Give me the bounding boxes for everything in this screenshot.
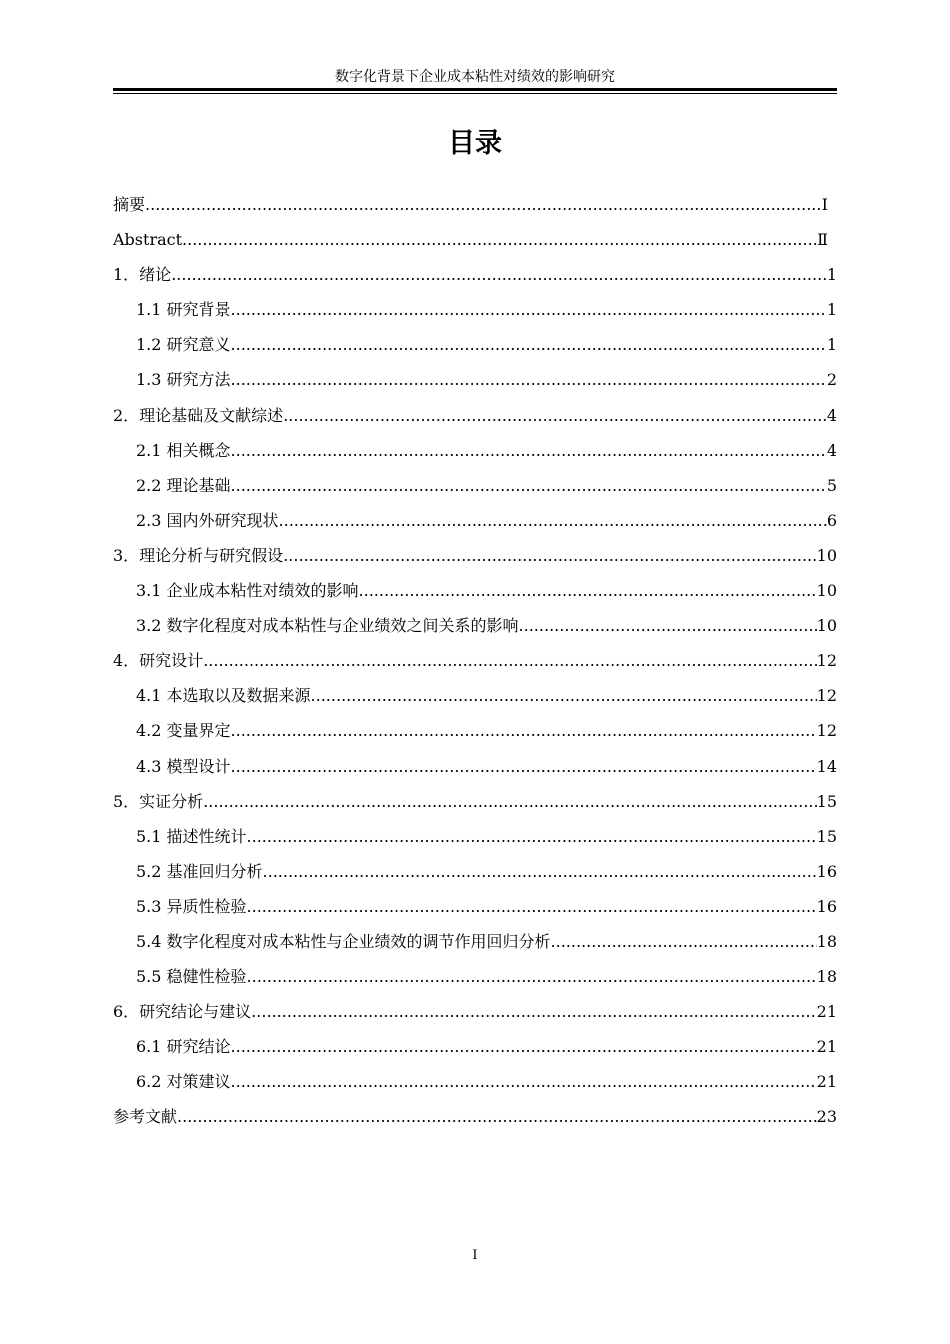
toc-leader-dots — [283, 402, 827, 430]
toc-leader-dots — [519, 612, 817, 640]
toc-entry-label: 2.1 相关概念 — [136, 440, 231, 460]
toc-entry-page: 16 — [816, 896, 837, 916]
toc-entry[interactable] — [113, 366, 837, 401]
toc-entry-page: 14 — [816, 756, 837, 776]
toc-entry-label: 摘要 — [113, 195, 146, 214]
toc-entry-label: 2．理论基础及文献综述 — [113, 405, 284, 425]
toc-title: 目录 — [448, 128, 502, 159]
header-rule-thick — [113, 88, 837, 91]
header-rule-thin — [113, 93, 837, 94]
toc-entry[interactable] — [113, 191, 837, 226]
toc-entry[interactable] — [113, 717, 837, 752]
toc-entry[interactable] — [113, 682, 837, 717]
toc-leader-dots — [263, 858, 817, 886]
toc-entry-page: 10 — [816, 581, 837, 601]
toc-leader-dots — [231, 296, 827, 324]
toc-entry[interactable] — [113, 893, 837, 928]
toc-leader-dots — [231, 437, 827, 465]
toc-leader-dots — [203, 647, 816, 675]
toc-entry-page: 6 — [826, 510, 837, 530]
toc-entry-label: 5.4 数字化程度对成本粘性与企业绩效的调节作用回归分析 — [136, 931, 551, 951]
toc-entry-page: 1 — [826, 300, 837, 320]
toc-entry-page: 4 — [826, 405, 837, 425]
toc-leader-dots — [251, 998, 816, 1026]
toc-entry-page: 12 — [816, 686, 837, 706]
toc-entry[interactable] — [113, 261, 837, 296]
toc-entry-page: 18 — [816, 967, 837, 987]
toc-entry-label: 1.3 研究方法 — [136, 370, 231, 390]
toc-entry-page: 15 — [816, 791, 837, 811]
toc-entry[interactable] — [113, 577, 837, 612]
toc-entry-label: 1．绪论 — [113, 265, 172, 285]
toc-leader-dots — [231, 717, 817, 745]
toc-entry[interactable] — [113, 226, 837, 261]
toc-entry[interactable] — [113, 612, 837, 647]
toc-entry-label: 3.2 数字化程度对成本粘性与企业绩效之间关系的影响 — [136, 616, 519, 636]
toc-entry-label: 4．研究设计 — [113, 651, 204, 671]
toc-entry-page: 12 — [816, 721, 837, 741]
toc-leader-dots — [231, 1033, 817, 1061]
toc-leader-dots — [203, 788, 816, 816]
toc-entry-page: Ⅱ — [817, 230, 828, 250]
toc-leader-dots — [359, 577, 817, 605]
toc-leader-dots — [247, 893, 817, 921]
toc-entry-page: 21 — [816, 1072, 837, 1092]
toc-entry-label: 5．实证分析 — [113, 791, 204, 811]
toc-entry-label: 1.1 研究背景 — [136, 300, 231, 320]
toc-leader-dots — [247, 823, 817, 851]
toc-entry-page: 21 — [816, 1002, 837, 1022]
toc-entry[interactable] — [113, 472, 837, 507]
toc-entry-page: 18 — [816, 931, 837, 951]
toc-entry-label: 4.2 变量界定 — [136, 721, 231, 741]
toc-entry[interactable] — [113, 402, 837, 437]
toc-entry[interactable] — [113, 1103, 837, 1138]
toc-entry-label: 5.5 稳健性检验 — [136, 967, 247, 987]
toc-entry[interactable] — [113, 507, 837, 542]
toc-entry-page: I — [821, 195, 828, 214]
toc-entry-label: 6.1 研究结论 — [136, 1037, 231, 1057]
toc-entry[interactable] — [113, 331, 837, 366]
page-number: I — [472, 1248, 478, 1263]
toc-entry[interactable] — [113, 1033, 837, 1068]
toc-entry-page: 1 — [826, 265, 837, 285]
toc-leader-dots — [171, 261, 827, 289]
toc-entry-page: 16 — [816, 861, 837, 881]
toc-entry[interactable] — [113, 437, 837, 472]
toc-entry-label: 参考文献 — [113, 1107, 178, 1127]
toc-leader-dots — [145, 191, 822, 219]
toc-leader-dots — [177, 1103, 817, 1131]
toc-leader-dots — [283, 542, 816, 570]
toc-leader-dots — [182, 226, 817, 254]
toc-entry[interactable] — [113, 788, 837, 823]
toc-entry-label: 2.3 国内外研究现状 — [136, 510, 279, 530]
toc-entry-label: 3.1 企业成本粘性对绩效的影响 — [136, 581, 359, 601]
toc-entry-page: 21 — [816, 1037, 837, 1057]
toc-entry-page: 23 — [816, 1107, 837, 1127]
toc-entry-label: 6．研究结论与建议 — [113, 1002, 252, 1022]
toc-entry[interactable] — [113, 542, 837, 577]
toc-entry-page: 4 — [826, 440, 837, 460]
toc-entry[interactable] — [113, 823, 837, 858]
toc-entry-label: 5.3 异质性检验 — [136, 896, 247, 916]
toc-entry-label: 5.2 基准回归分析 — [136, 861, 263, 881]
toc-entry-page: 2 — [826, 370, 837, 390]
toc-entry-page: 15 — [816, 826, 837, 846]
toc-leader-dots — [231, 366, 827, 394]
toc-entry-page: 5 — [826, 475, 837, 495]
toc-entry-page: 10 — [816, 545, 837, 565]
toc-leader-dots — [279, 507, 827, 535]
toc-entry-page: 12 — [816, 651, 837, 671]
toc-entry[interactable] — [113, 296, 837, 331]
toc-entry-label: 6.2 对策建议 — [136, 1072, 231, 1092]
toc-entry[interactable] — [113, 998, 837, 1033]
toc-entry-label: 1.2 研究意义 — [136, 335, 231, 355]
toc-entry-label: 3．理论分析与研究假设 — [113, 545, 284, 565]
toc-entry-label: 4.1 本选取以及数据来源 — [136, 686, 311, 706]
running-header: 数字化背景下企业成本粘性对绩效的影响研究 — [335, 69, 615, 85]
toc-entry-label: Abstract — [113, 230, 183, 250]
toc-entry-page: 1 — [826, 335, 837, 355]
toc-leader-dots — [231, 472, 827, 500]
toc-entry[interactable] — [113, 753, 837, 788]
toc-entry[interactable] — [113, 1068, 837, 1103]
toc-leader-dots — [231, 753, 817, 781]
toc-leader-dots — [231, 1068, 817, 1096]
toc-entry-label: 5.1 描述性统计 — [136, 826, 247, 846]
toc-entry[interactable] — [113, 647, 837, 682]
toc-leader-dots — [231, 331, 827, 359]
toc-entry[interactable] — [113, 928, 837, 963]
toc-entry[interactable] — [113, 858, 837, 893]
toc-list — [113, 191, 837, 1139]
toc-leader-dots — [311, 682, 817, 710]
toc-entry[interactable] — [113, 963, 837, 998]
toc-entry-page: 10 — [816, 616, 837, 636]
toc-leader-dots — [551, 928, 817, 956]
toc-entry-label: 2.2 理论基础 — [136, 475, 231, 495]
toc-entry-label: 4.3 模型设计 — [136, 756, 231, 776]
toc-leader-dots — [247, 963, 817, 991]
